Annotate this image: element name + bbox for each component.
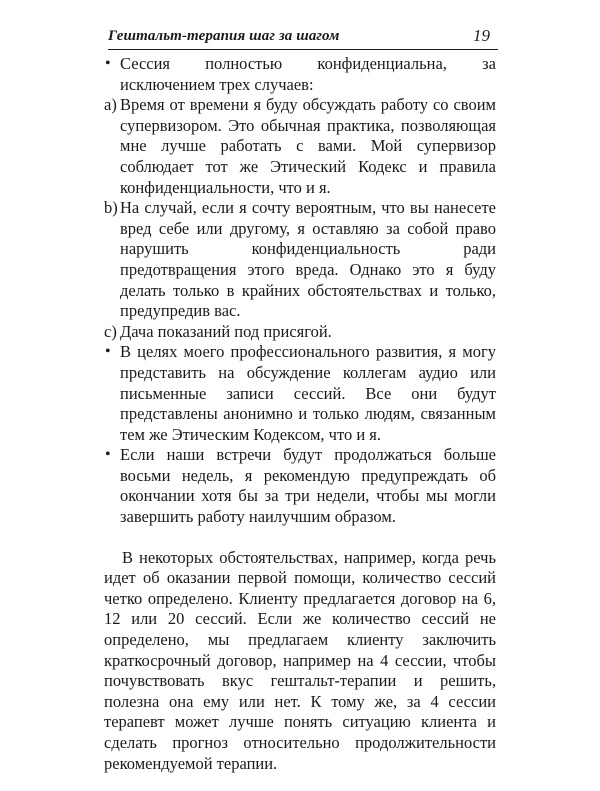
list-item-text: Время от времени я буду обсуждать работу со своим супервизором. Это обычная практика, позволяющая мне лучше работать с вами. Мой супервизор соблюдает тот же Этический Кодекс и правила конфиденциальности, что и я. xyxy=(120,95,496,197)
list-item-confidentiality xyxy=(104,54,496,95)
letter-marker: a) xyxy=(104,95,117,115)
bullet-marker: • xyxy=(105,446,111,464)
running-head-title: Гештальт-терапия шаг за шагом xyxy=(108,28,340,44)
list-item-recordings xyxy=(104,342,496,445)
body-text xyxy=(104,54,496,791)
list-item-text: В целях моего профессионального развития, я могу представить на обсуждение коллегам аудио или письменные записи сессий. Все они будут представлены анонимно и только людям, связанным тем же Этическим Кодексом, что и я. xyxy=(120,342,496,444)
letter-marker: b) xyxy=(104,198,118,218)
list-item-harm-prevention xyxy=(104,198,496,322)
bullet-marker: • xyxy=(105,55,111,72)
body-paragraph: В некоторых обстоятельствах, например, когда речь идет об оказании первой помощи, количество сессий четко определено. Клиенту предлагается договор на 6, 12 или 20 сессий. Если же количество сессий не определено, мы предлагаем клиенту заключить краткосрочный договор, например на 4 сессии, чтобы почувствовать вкус гештальт-терапии и решить, полезна она ему или нет. К тому же, за 4 сессии терапевт может лучше понять ситуацию клиента и сделать прогноз относительно продолжительности рекомендуемой терапии. xyxy=(104,547,496,773)
bullet-marker: • xyxy=(105,343,111,361)
list-item-ending-notice xyxy=(104,445,496,527)
list-item-text: На случай, если я сочту вероятным, что вы нанесете вред себе или другому, я оставляю за собой право нарушить конфиденциальность ради предотвращения этого вреда. Однако это я буду делать только в крайних обстоятельствах и только, предупредив вас. xyxy=(120,198,496,321)
running-head xyxy=(108,22,498,48)
letter-marker: c) xyxy=(104,321,117,341)
page-number: 19 xyxy=(473,26,490,45)
list-item-text: Сессия полностью конфиденциальна, за исключением трех случаев: xyxy=(120,54,496,94)
header-rule xyxy=(108,49,498,50)
list-item-supervisor xyxy=(104,95,496,198)
list-item-text: Дача показаний под присягой. xyxy=(120,321,332,341)
list-item-text: Если наши встречи будут продолжаться больше восьми недель, я рекомендую предупреждать об окончании хотя бы за три недели, чтобы мы могли завершить работу наилучшим образом. xyxy=(120,445,496,527)
list-item-testimony xyxy=(104,322,496,343)
